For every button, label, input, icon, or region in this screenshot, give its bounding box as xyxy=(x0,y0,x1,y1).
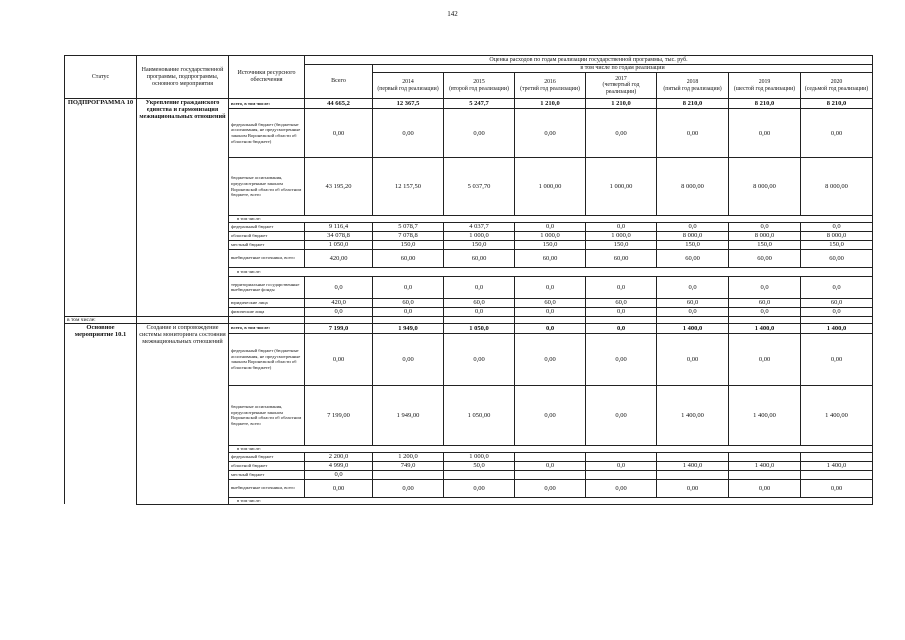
value-cell: 60,00 xyxy=(373,249,444,267)
value-cell: 1 000,00 xyxy=(586,158,657,216)
separator-cell xyxy=(586,316,657,323)
value-cell: 0,00 xyxy=(515,109,586,158)
value-cell: 0,0 xyxy=(586,323,657,333)
separator-cell xyxy=(373,316,444,323)
year-label: (пятый год реализации) xyxy=(663,85,722,92)
value-cell: 150,0 xyxy=(444,240,515,249)
source-label: в том числе: xyxy=(229,445,873,452)
source-label: федеральный бюджет xyxy=(229,222,305,231)
page-number: 142 xyxy=(447,10,458,18)
value-cell: 0,0 xyxy=(657,222,729,231)
value-cell xyxy=(515,452,586,461)
year-label: (четвертый год реализации) xyxy=(602,82,640,95)
value-cell: 1 949,00 xyxy=(373,385,444,445)
year-number: 2016 xyxy=(544,79,556,85)
value-cell: 1 000,0 xyxy=(444,231,515,240)
value-cell: 60,0 xyxy=(515,298,586,307)
source-label: в том числе: xyxy=(229,267,873,276)
value-cell: 43 195,20 xyxy=(305,158,373,216)
value-cell xyxy=(586,452,657,461)
value-cell: 0,00 xyxy=(657,333,729,385)
value-cell xyxy=(801,452,873,461)
value-cell: 8 210,0 xyxy=(657,99,729,109)
value-cell: 60,00 xyxy=(586,249,657,267)
source-label: федеральный бюджет xyxy=(229,452,305,461)
value-cell xyxy=(729,452,801,461)
value-cell: 8 000,00 xyxy=(657,158,729,216)
value-cell xyxy=(657,452,729,461)
source-label: местный бюджет xyxy=(229,240,305,249)
value-cell xyxy=(373,470,444,479)
value-cell: 0,0 xyxy=(801,307,873,316)
year-number: 2017 xyxy=(615,75,627,82)
year-number: 2018 xyxy=(686,79,699,85)
value-cell: 0,00 xyxy=(515,385,586,445)
value-cell: 60,00 xyxy=(515,249,586,267)
header-year-2016 xyxy=(515,73,586,99)
value-cell: 1 210,0 xyxy=(586,99,657,109)
value-cell: 0,0 xyxy=(729,276,801,298)
value-cell xyxy=(444,470,515,479)
value-cell: 150,0 xyxy=(657,240,729,249)
value-cell: 1 400,0 xyxy=(657,461,729,470)
value-cell: 60,0 xyxy=(373,298,444,307)
source-label: бюджетные ассигнования, предусмотренные законом Воронежской области об областном бюджете, всего xyxy=(229,158,305,216)
source-label: бюджетные ассигнования, предусмотренные законом Воронежской области об областном бюджете, всего xyxy=(229,385,305,445)
value-cell: 12 367,5 xyxy=(373,99,444,109)
value-cell: 0,00 xyxy=(373,479,444,497)
value-cell: 0,00 xyxy=(305,333,373,385)
value-cell: 0,00 xyxy=(801,479,873,497)
source-label: всего, в том числе: xyxy=(229,99,305,109)
value-cell: 0,0 xyxy=(586,461,657,470)
value-cell: 0,00 xyxy=(586,479,657,497)
value-cell: 8 000,0 xyxy=(657,231,729,240)
value-cell: 1 400,00 xyxy=(801,385,873,445)
value-cell: 0,0 xyxy=(515,461,586,470)
value-cell: 0,00 xyxy=(586,385,657,445)
value-cell xyxy=(729,470,801,479)
value-cell: 0,0 xyxy=(586,222,657,231)
header-year-2019 xyxy=(729,73,801,99)
header-year-2015 xyxy=(444,73,515,99)
value-cell: 1 400,0 xyxy=(729,461,801,470)
value-cell xyxy=(586,470,657,479)
value-cell: 4 037,7 xyxy=(444,222,515,231)
value-cell: 0,00 xyxy=(515,333,586,385)
value-cell xyxy=(657,470,729,479)
value-cell: 0,00 xyxy=(444,109,515,158)
value-cell: 0,00 xyxy=(373,333,444,385)
separator-cell xyxy=(515,316,586,323)
value-cell: 0,00 xyxy=(444,333,515,385)
year-number: 2014 xyxy=(402,79,414,85)
value-cell: 4 999,0 xyxy=(305,461,373,470)
header-name: Наименование государственной программы, подпрограммы, основного мероприятия xyxy=(137,56,229,99)
value-cell: 8 210,0 xyxy=(801,99,873,109)
value-cell: 0,00 xyxy=(305,109,373,158)
source-label: территориальные государственные внебюджетные фонды xyxy=(229,276,305,298)
header-source: Источники ресурсного обеспечения xyxy=(229,56,305,99)
block1-name: Укрепление гражданского единства и гармонизация межнациональных отношений xyxy=(137,99,229,317)
value-cell: 60,00 xyxy=(729,249,801,267)
table-row xyxy=(65,99,873,109)
value-cell: 5 078,7 xyxy=(373,222,444,231)
value-cell: 7 199,00 xyxy=(305,385,373,445)
value-cell: 9 116,4 xyxy=(305,222,373,231)
value-cell: 60,00 xyxy=(657,249,729,267)
value-cell: 7 078,8 xyxy=(373,231,444,240)
value-cell: 60,00 xyxy=(444,249,515,267)
value-cell: 60,0 xyxy=(801,298,873,307)
value-cell: 1 400,0 xyxy=(801,323,873,333)
table-row xyxy=(65,323,873,333)
value-cell: 150,0 xyxy=(801,240,873,249)
source-label: федеральный бюджет (бюджетные ассигнования, не предусмотренные законом Воронежской области об областном бюджете) xyxy=(229,109,305,158)
value-cell: 0,0 xyxy=(444,276,515,298)
source-label: областной бюджет xyxy=(229,231,305,240)
block2-status: Основное мероприятие 10.1 xyxy=(65,323,137,504)
value-cell: 0,00 xyxy=(729,479,801,497)
value-cell xyxy=(801,470,873,479)
value-cell: 0,0 xyxy=(305,470,373,479)
value-cell: 60,0 xyxy=(444,298,515,307)
value-cell: 150,0 xyxy=(373,240,444,249)
source-label: в том числе: xyxy=(229,216,873,223)
value-cell: 1 200,0 xyxy=(373,452,444,461)
value-cell: 0,0 xyxy=(657,307,729,316)
value-cell: 2 200,0 xyxy=(305,452,373,461)
value-cell: 1 000,0 xyxy=(586,231,657,240)
source-label: в том числе: xyxy=(229,497,873,504)
value-cell: 0,0 xyxy=(515,222,586,231)
budget-table xyxy=(64,55,873,505)
header-year-2020 xyxy=(801,73,873,99)
header-year-2018 xyxy=(657,73,729,99)
year-number: 2015 xyxy=(473,79,485,85)
value-cell: 1 000,0 xyxy=(444,452,515,461)
value-cell: 0,0 xyxy=(729,222,801,231)
block1-status: ПОДПРОГРАММА 10 xyxy=(65,99,137,317)
year-label: (третий год реализации) xyxy=(520,85,580,92)
value-cell: 1 000,0 xyxy=(515,231,586,240)
value-cell: 0,00 xyxy=(801,333,873,385)
value-cell: 8 000,00 xyxy=(801,158,873,216)
value-cell: 1 949,0 xyxy=(373,323,444,333)
value-cell: 5 247,7 xyxy=(444,99,515,109)
value-cell: 34 078,8 xyxy=(305,231,373,240)
value-cell: 0,00 xyxy=(373,109,444,158)
source-label: областной бюджет xyxy=(229,461,305,470)
year-label: (шестой год реализации) xyxy=(733,85,796,92)
value-cell: 0,0 xyxy=(373,276,444,298)
source-label: юридические лица xyxy=(229,298,305,307)
separator-cell xyxy=(657,316,729,323)
value-cell: 0,0 xyxy=(444,307,515,316)
value-cell: 0,00 xyxy=(444,479,515,497)
separator-label: в том числе: xyxy=(65,316,137,323)
value-cell: 8 000,00 xyxy=(729,158,801,216)
value-cell: 7 199,0 xyxy=(305,323,373,333)
value-cell: 0,0 xyxy=(305,276,373,298)
value-cell: 150,0 xyxy=(515,240,586,249)
value-cell xyxy=(515,470,586,479)
value-cell: 0,0 xyxy=(586,307,657,316)
separator-cell xyxy=(229,316,305,323)
source-label: местный бюджет xyxy=(229,470,305,479)
value-cell: 1 400,00 xyxy=(729,385,801,445)
value-cell: 749,0 xyxy=(373,461,444,470)
year-label: (седьмой год реализации) xyxy=(804,85,869,92)
year-label: (второй год реализации) xyxy=(449,85,509,92)
value-cell: 0,0 xyxy=(305,307,373,316)
year-number: 2020 xyxy=(830,79,843,85)
separator-cell xyxy=(137,316,229,323)
source-label: внебюджетные источники, всего xyxy=(229,249,305,267)
value-cell: 0,0 xyxy=(801,276,873,298)
header-including: в том числе по годам реализации xyxy=(373,65,873,73)
value-cell: 1 000,00 xyxy=(515,158,586,216)
value-cell: 12 157,50 xyxy=(373,158,444,216)
value-cell: 1 050,00 xyxy=(444,385,515,445)
header-status: Статус xyxy=(65,56,137,99)
source-label: физические лица xyxy=(229,307,305,316)
value-cell: 1 400,0 xyxy=(657,323,729,333)
separator-cell xyxy=(305,316,373,323)
separator-cell xyxy=(444,316,515,323)
value-cell: 60,0 xyxy=(586,298,657,307)
value-cell: 0,00 xyxy=(305,479,373,497)
value-cell: 1 400,00 xyxy=(657,385,729,445)
value-cell: 5 037,70 xyxy=(444,158,515,216)
header-year-2017 xyxy=(586,73,657,99)
value-cell: 60,00 xyxy=(801,249,873,267)
value-cell: 0,0 xyxy=(373,307,444,316)
value-cell: 150,0 xyxy=(586,240,657,249)
value-cell: 0,00 xyxy=(657,479,729,497)
value-cell: 0,0 xyxy=(801,222,873,231)
year-number: 2019 xyxy=(758,79,771,85)
value-cell: 1 400,0 xyxy=(729,323,801,333)
source-label: внебюджетные источники, всего xyxy=(229,479,305,497)
separator-row xyxy=(65,316,873,323)
value-cell: 0,00 xyxy=(586,109,657,158)
value-cell: 44 665,2 xyxy=(305,99,373,109)
separator-cell xyxy=(801,316,873,323)
value-cell: 1 050,0 xyxy=(305,240,373,249)
value-cell: 420,0 xyxy=(305,298,373,307)
value-cell: 1 050,0 xyxy=(444,323,515,333)
header-year-2014 xyxy=(373,73,444,99)
block2-name: Создание и сопровождение системы мониторинга состояния межнациональных отношений xyxy=(137,323,229,504)
header-estimate: Оценка расходов по годам реализации государственной программы, тыс. руб. xyxy=(305,56,873,65)
value-cell: 0,00 xyxy=(801,109,873,158)
value-cell: 150,0 xyxy=(729,240,801,249)
source-label: федеральный бюджет (бюджетные ассигнования, не предусмотренные законом Воронежской области об областном бюджете) xyxy=(229,333,305,385)
value-cell: 0,0 xyxy=(515,323,586,333)
value-cell: 0,00 xyxy=(515,479,586,497)
value-cell: 0,0 xyxy=(657,276,729,298)
value-cell: 420,00 xyxy=(305,249,373,267)
value-cell: 8 210,0 xyxy=(729,99,801,109)
value-cell: 0,00 xyxy=(729,109,801,158)
value-cell: 8 000,0 xyxy=(801,231,873,240)
value-cell: 1 400,0 xyxy=(801,461,873,470)
value-cell: 1 210,0 xyxy=(515,99,586,109)
value-cell: 60,0 xyxy=(729,298,801,307)
value-cell: 0,00 xyxy=(586,333,657,385)
value-cell: 0,0 xyxy=(586,276,657,298)
value-cell: 60,0 xyxy=(657,298,729,307)
value-cell: 0,0 xyxy=(729,307,801,316)
source-label: всего, в том числе: xyxy=(229,323,305,333)
value-cell: 0,0 xyxy=(515,307,586,316)
value-cell: 0,0 xyxy=(515,276,586,298)
value-cell: 50,0 xyxy=(444,461,515,470)
year-label: (первый год реализации) xyxy=(377,85,439,92)
header-total: Всего xyxy=(305,65,373,99)
value-cell: 8 000,0 xyxy=(729,231,801,240)
separator-cell xyxy=(729,316,801,323)
value-cell: 0,00 xyxy=(657,109,729,158)
value-cell: 0,00 xyxy=(729,333,801,385)
